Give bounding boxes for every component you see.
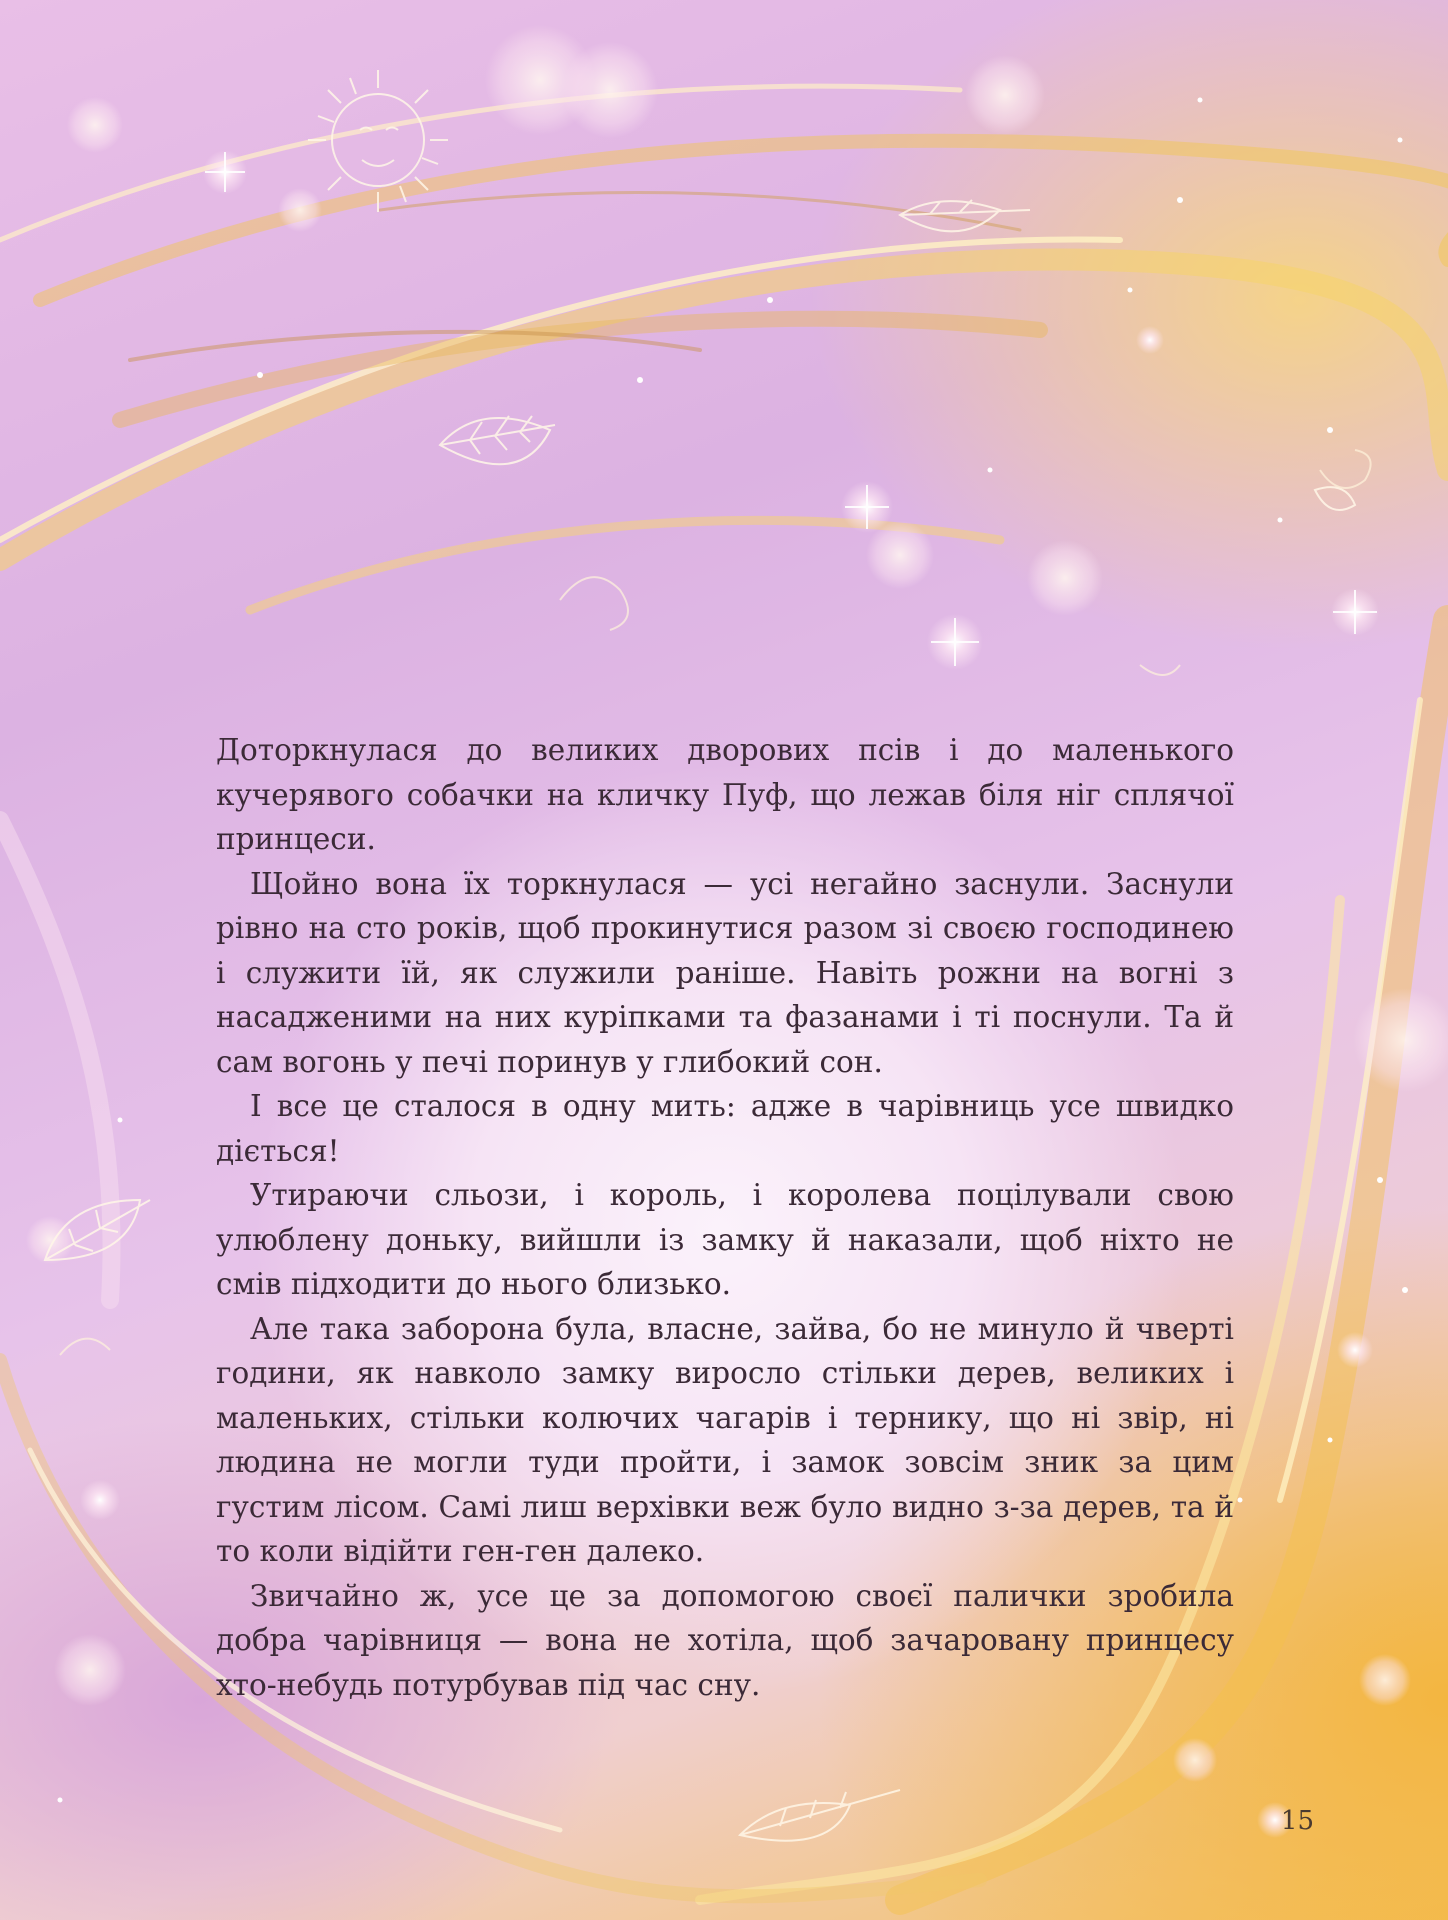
paragraph: Доторкнулася до великих дворових псів і до маленького кучерявого собачки на кличку Пуф, що лежав біля ніг сплячої принцеси.	[216, 733, 1234, 856]
paragraph: Утираючи сльози, і король, і королева поцілували свою улюблену доньку, вийшли із замку й наказали, щоб ніхто не смів підходити до нього близько.	[216, 1178, 1234, 1301]
paragraph: Звичайно ж, усе це за допомогою своєї палички зробила добра чарівниця — вона не хотіла, щоб зачаровану принцесу хто-небудь потурбував під час сну.	[216, 1578, 1234, 1702]
story-text	[216, 728, 1234, 1707]
paragraph: Щойно вона їх торкнулася — усі негайно заснули. Заснули рівно на сто років, щоб прокинутися разом зі своєю господинею і служити їй, як служили раніше. Навіть рожни на вогні з насадженими на них куріпками та фазанами і ті поснули. Та й сам вогонь у печі поринув у глибокий сон.	[216, 866, 1234, 1079]
paragraph: І все це сталося в одну мить: адже в чарівниць усе швидко діється!	[216, 1089, 1234, 1168]
page-number: 15	[1280, 1806, 1314, 1836]
paragraph: Але така заборона була, власне, зайва, бо не минуло й чверті години, як навколо замку виросло стільки дерев, великих і маленьких, стільки колючих чагарів і тернику, що ні звір, ні людина не могли туди пройти, і замок зовсім зник за цим густим лісом. Самі лиш верхівки веж було видно з-за дерев, та й то коли відійти ген-ген далеко.	[216, 1311, 1234, 1568]
